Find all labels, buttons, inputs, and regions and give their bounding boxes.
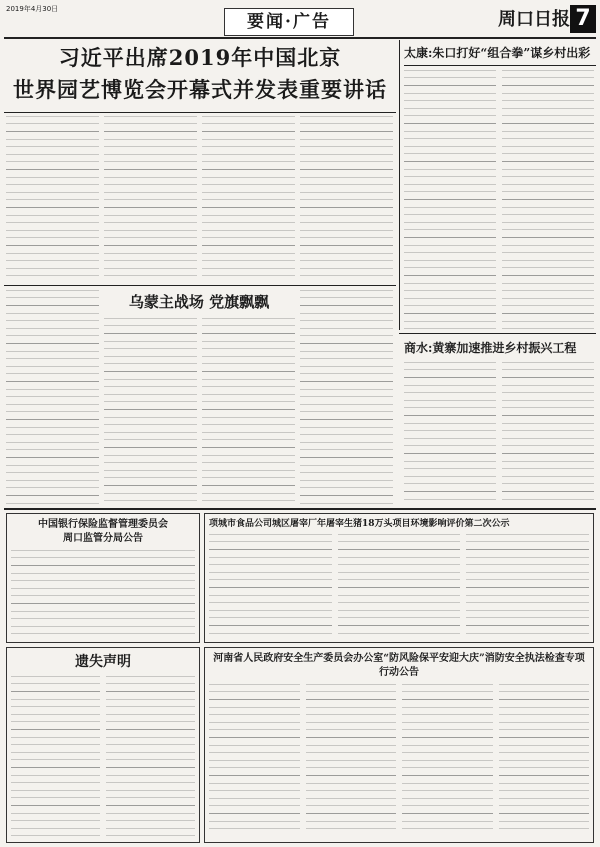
safety-notice [204,647,594,843]
middle-column-3 [202,318,295,505]
safety-notice-column-2 [306,684,397,834]
section-title: 要闻·广告 [224,8,354,36]
lost-notice-title: 遗失声明 [75,654,131,670]
safety-notice-column-4 [499,684,590,834]
issue-date: 2019年4月30日 [6,5,59,13]
header-rule [4,37,596,39]
middle-top-rule [4,285,396,286]
side-column-1 [404,70,496,332]
lead-headline-line2: 世界园艺博览会开幕式并发表重要讲话 [13,77,387,102]
lead-column-4 [300,116,393,282]
env-notice-column-2 [338,534,461,638]
middle-column-4 [300,290,393,505]
lead-headline-line1: 习近平出席2019年中国北京 [58,45,342,70]
env-notice-column-1 [209,534,332,638]
middle-banner: 乌蒙主战场 党旗飘飘 [128,293,270,311]
lost-notice-column-1 [11,676,100,836]
middle-column-1 [6,290,99,505]
lead-column-1 [6,116,99,282]
bank-notice [6,513,200,643]
side-divider [399,40,400,330]
bank-notice-title-line1: 中国银行保险监督管理委员会 [38,519,168,530]
side-rule [404,65,596,66]
bank-notice-body [11,550,195,640]
lead-column-2 [104,116,197,282]
page-number: 7 [570,5,596,33]
middle-column-2 [104,318,197,505]
right-column-2 [502,362,594,505]
safety-notice-title: 河南省人民政府安全生产委员会办公室“防风险保平安迎大庆”消防安全执法检查专项行动公告 [213,653,585,678]
safety-notice-column-1 [209,684,300,834]
page-header [0,0,600,38]
lost-notice-column-2 [106,676,195,836]
env-notice-column-3 [466,534,589,638]
env-notice-title: 项城市食品公司城区屠宰厂年屠宰生猪18万头项目环境影响评价第二次公示 [209,519,510,529]
right-rule [399,333,596,334]
env-notice [204,513,594,643]
newspaper-name: 周口日报 [498,9,570,30]
side-headline: 太康:朱口打好“组合拳”谋乡村出彩 [404,46,591,60]
right-headline: 商水:黄寨加速推进乡村振兴工程 [404,341,577,355]
lead-rule [4,112,396,113]
lead-headline [4,42,396,112]
safety-notice-column-3 [402,684,493,834]
bank-notice-title-line2: 周口监管分局公告 [63,533,143,544]
lead-column-3 [202,116,295,282]
lost-notice [6,647,200,843]
bottom-rule [4,508,596,510]
right-column-1 [404,362,496,505]
side-column-2 [502,70,594,332]
